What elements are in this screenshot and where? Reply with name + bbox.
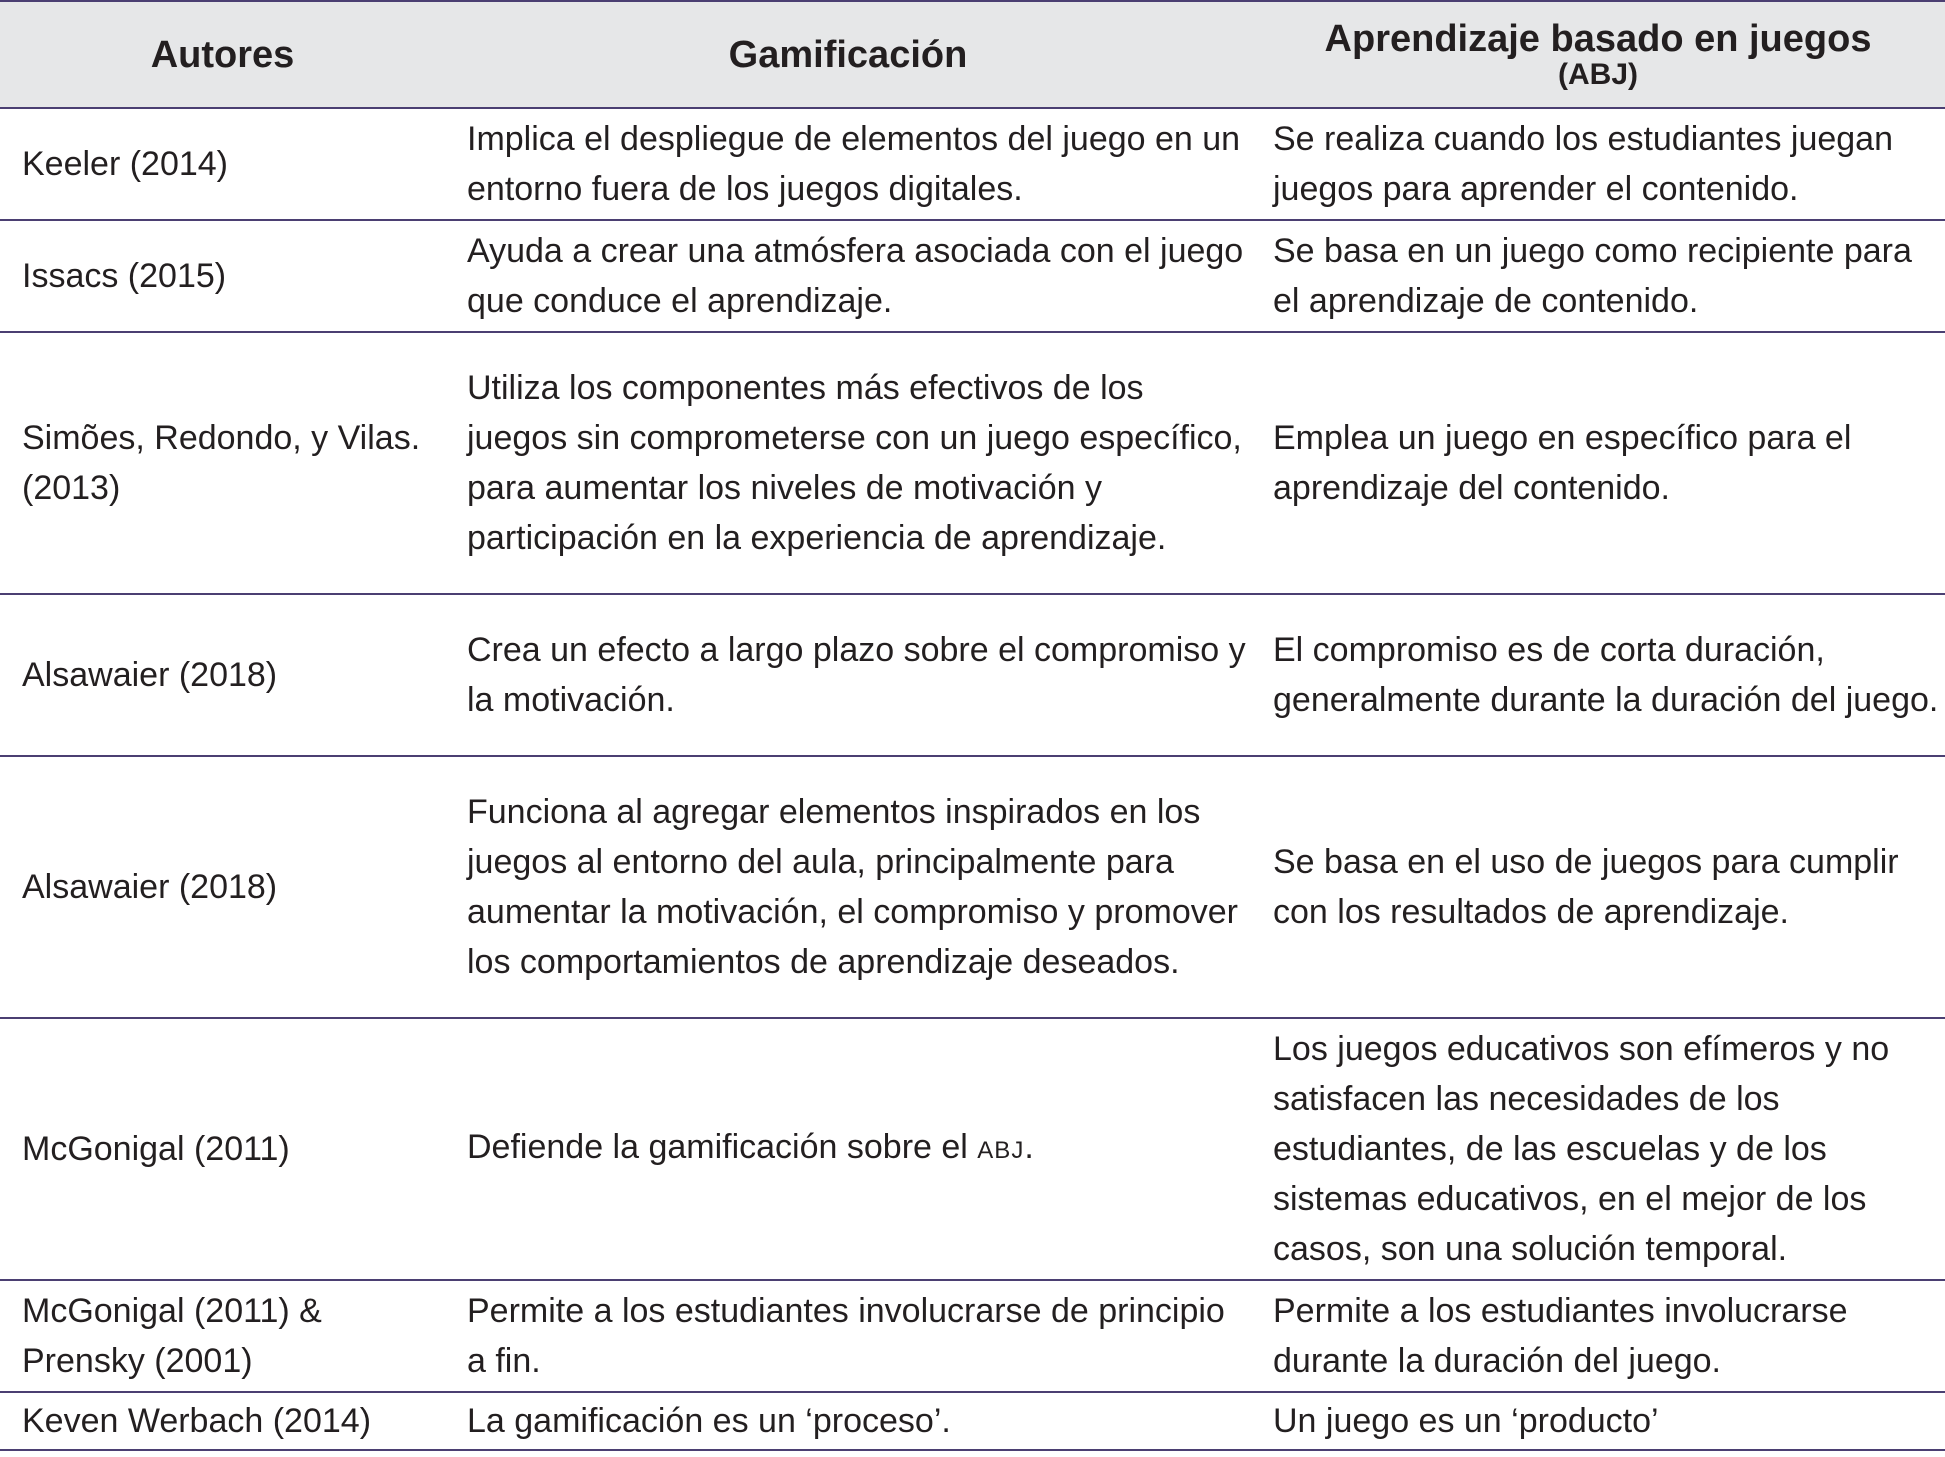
cell-gamificacion: Ayuda a crear una atmósfera asociada con el juego que conduce el aprendizaje.	[467, 232, 1244, 320]
cell-abj: Se basa en un juego como recipiente para el aprendizaje de contenido.	[1273, 232, 1912, 320]
table-row	[0, 220, 1945, 332]
cell-autores: Keeler (2014)	[22, 145, 229, 183]
cell-gamificacion: La gamificación es un ‘proceso’.	[467, 1402, 951, 1440]
cell-gamificacion-end: .	[1024, 1128, 1034, 1166]
cell-autores: McGonigal (2011)	[22, 1130, 290, 1168]
abbr-abj: ABJ	[977, 1137, 1025, 1164]
table-row	[0, 756, 1945, 1018]
header-abj	[1251, 1, 1945, 108]
cell-abj: Los juegos educativos son efímeros y no satisfacen las necesidades de los estudiantes, de las escuelas y de los sistemas educativos, en el mejor de los casos, son una solución temporal.	[1273, 1030, 1890, 1268]
cell-gamificacion: Crea un efecto a largo plazo sobre el compromiso y la motivación.	[467, 631, 1246, 719]
cell-autores: Alsawaier (2018)	[22, 656, 278, 694]
table-row	[0, 332, 1945, 594]
table-row	[0, 1018, 1945, 1280]
table-row	[0, 594, 1945, 756]
cell-abj: Emplea un juego en específico para el aprendizaje del contenido.	[1273, 419, 1852, 507]
cell-autores: Simões, Redondo, y Vilas. (2013)	[22, 419, 421, 507]
cell-autores: McGonigal (2011) & Prensky (2001)	[22, 1292, 322, 1380]
header-autores: Autores	[150, 33, 295, 76]
cell-gamificacion: Funciona al agregar elementos inspirados en los juegos al entorno del aula, principalmente para aumentar la motivación, el compromiso y promover los comportamientos de aprendizaje deseados.	[467, 793, 1238, 981]
table-row	[0, 1392, 1945, 1450]
cell-gamificacion-text: Defiende la gamificación sobre el	[467, 1128, 968, 1166]
cell-abj: El compromiso es de corta duración, generalmente durante la duración del juego.	[1273, 631, 1939, 719]
header-row	[0, 1, 1945, 108]
cell-abj: Un juego es un ‘producto’	[1273, 1402, 1659, 1440]
header-abj-main: Aprendizaje basado en juegos	[1324, 17, 1872, 60]
cell-abj: Permite a los estudiantes involucrarse durante la duración del juego.	[1273, 1292, 1848, 1380]
cell-gamificacion: Permite a los estudiantes involucrarse de principio a fin.	[467, 1292, 1225, 1380]
cell-abj: Se basa en el uso de juegos para cumplir con los resultados de aprendizaje.	[1273, 843, 1899, 931]
cell-gamificacion	[445, 1018, 1251, 1280]
header-gamificacion: Gamificación	[728, 33, 968, 76]
table-row	[0, 108, 1945, 220]
header-abj-sub: (ABJ)	[1558, 57, 1638, 91]
cell-gamificacion: Utiliza los componentes más efectivos de los juegos sin comprometerse con un juego específico, para aumentar los niveles de motivación y participación en la experiencia de aprendizaje.	[467, 369, 1242, 557]
table-row	[0, 1280, 1945, 1392]
cell-abj: Se realiza cuando los estudiantes juegan juegos para aprender el contenido.	[1273, 120, 1893, 208]
cell-autores: Alsawaier (2018)	[22, 868, 278, 906]
cell-autores: Issacs (2015)	[22, 257, 227, 295]
cell-autores: Keven Werbach (2014)	[22, 1402, 372, 1440]
cell-gamificacion: Implica el despliegue de elementos del juego en un entorno fuera de los juegos digitales.	[467, 120, 1241, 208]
